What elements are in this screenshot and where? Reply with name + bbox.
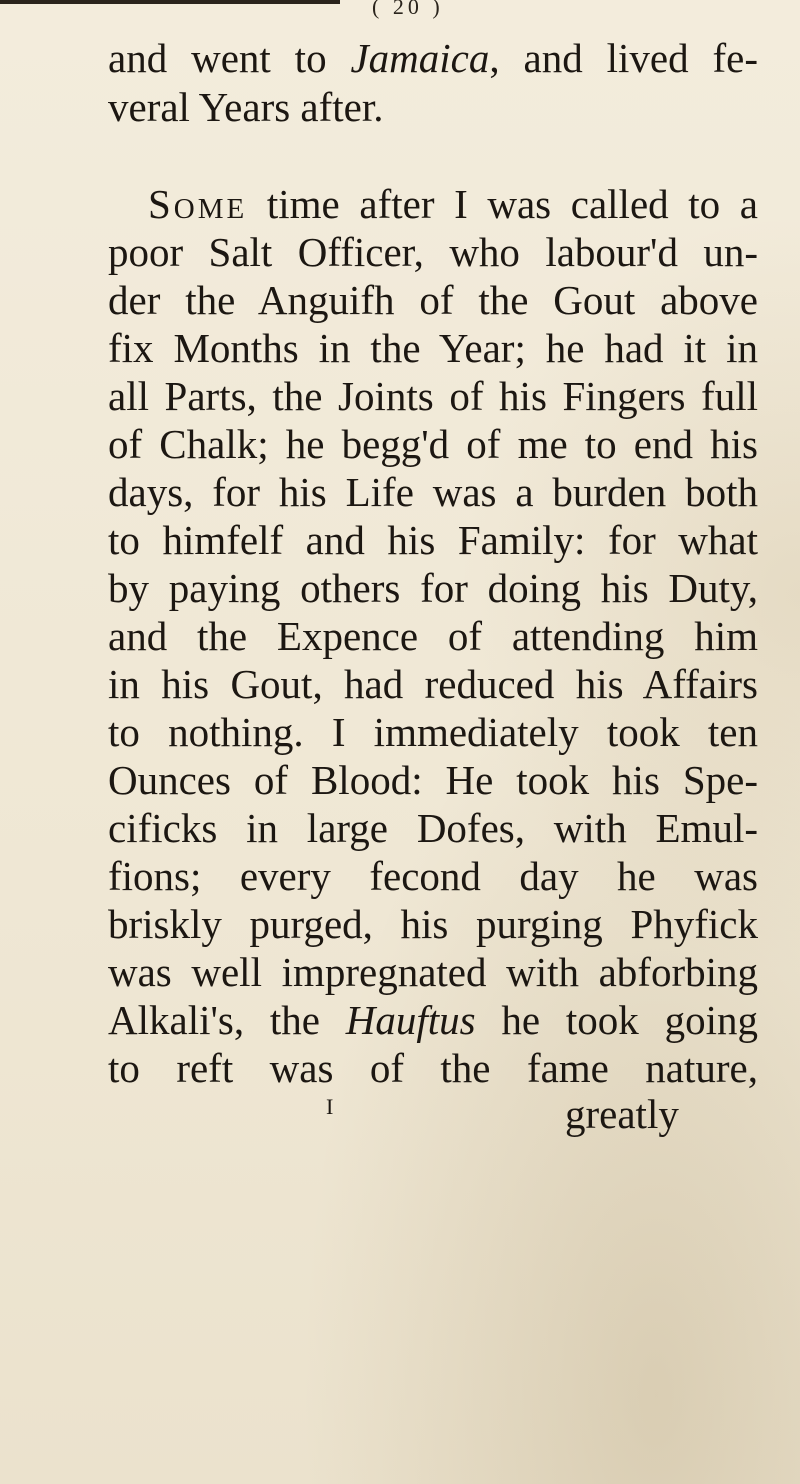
opening-smallcaps: Some bbox=[148, 181, 248, 227]
text-line: to nothing. I immediately took ten bbox=[108, 709, 758, 755]
text-line: poor Salt Officer, who labour'd un- bbox=[108, 229, 758, 275]
text-line: to himfelf and his Family: for what bbox=[108, 517, 758, 563]
text-line: der the Anguifh of the Gout above bbox=[108, 277, 758, 323]
text-line: to reft was of the fame nature, bbox=[108, 1045, 758, 1091]
catchword: greatly bbox=[565, 1091, 679, 1137]
place-name-jamaica: Jamaica bbox=[350, 35, 490, 81]
text-line: was well impregnated with abforbing bbox=[108, 949, 758, 995]
text-line: cificks in large Dofes, with Emul- bbox=[108, 805, 758, 851]
text-line: fions; every fecond day he was bbox=[108, 853, 758, 899]
top-rule bbox=[0, 0, 340, 4]
text-line: veral Years after. bbox=[108, 84, 384, 130]
text-line: and went to Jamaica, and lived fe- bbox=[108, 35, 758, 81]
text-line: briskly purged, his purging Phyfick bbox=[108, 901, 758, 947]
text-line: Ounces of Blood: He took his Spe- bbox=[108, 757, 758, 803]
text-line: by paying others for doing his Duty, bbox=[108, 565, 758, 611]
term-hauftus: Hauftus bbox=[345, 997, 476, 1043]
text-line: Alkali's, the Hauftus he took going bbox=[108, 997, 758, 1043]
text-line: fix Months in the Year; he had it in bbox=[108, 325, 758, 371]
text-line: in his Gout, had reduced his Affairs bbox=[108, 661, 758, 707]
text-line: days, for his Life was a burden both bbox=[108, 469, 758, 515]
page-footer bbox=[0, 1091, 800, 1158]
text-line: of Chalk; he begg'd of me to end his bbox=[108, 421, 758, 467]
paragraph-opening-line: Some time after I was called to a bbox=[148, 181, 758, 227]
text-line: and the Expence of attending him bbox=[108, 613, 758, 659]
text-line: all Parts, the Joints of his Fingers full bbox=[108, 373, 758, 419]
page-number: ( 20 ) bbox=[372, 0, 444, 19]
signature-mark: I bbox=[326, 1094, 334, 1119]
